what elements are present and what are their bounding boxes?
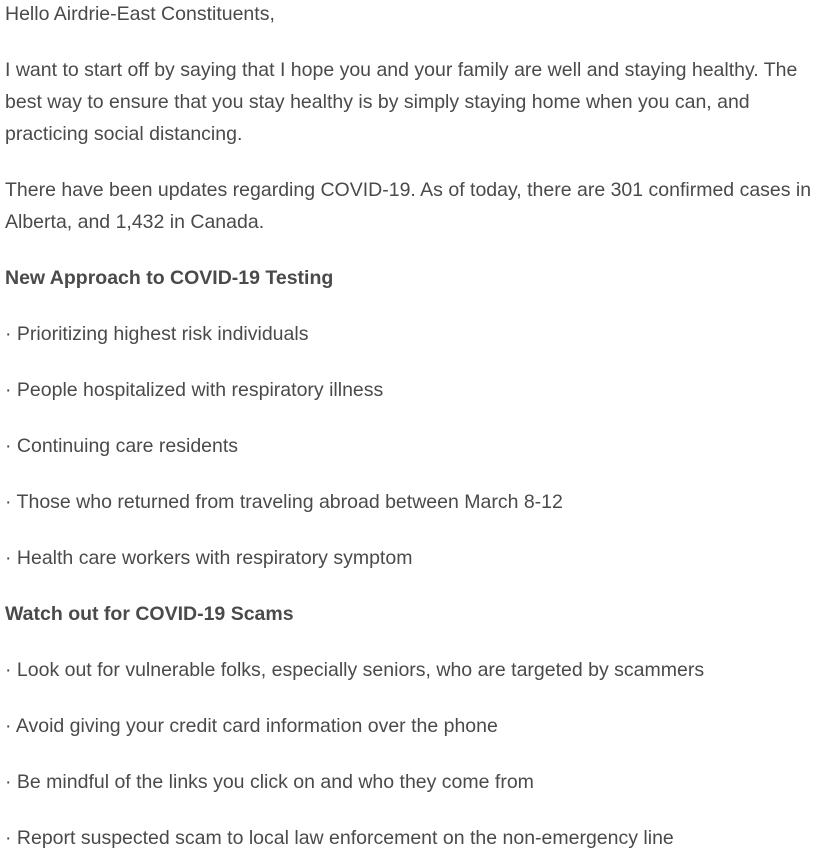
scams-item: · Look out for vulnerable folks, especially seniors, who are targeted by scammers [5, 659, 705, 681]
greeting: Hello Airdrie-East Constituents, [5, 3, 275, 25]
testing-item: · Continuing care residents [5, 435, 239, 457]
testing-item: · Prioritizing highest risk individuals [5, 323, 309, 345]
testing-item: · Those who returned from traveling abroad between March 8-12 [5, 491, 563, 513]
scams-heading: Watch out for COVID-19 Scams [5, 603, 294, 625]
intro-paragraph: I want to start off by saying that I hope you and your family are well and staying healthy. The best way to ensure that you stay healthy is by simply staying home when you can, and practicing social distancing. [5, 59, 798, 145]
update-paragraph: There have been updates regarding COVID-19. As of today, there are 301 confirmed cases in Alberta, and 1,432 in Canada. [5, 179, 812, 233]
testing-item: · Health care workers with respiratory symptom [5, 547, 413, 569]
scams-item: · Be mindful of the links you click on and who they come from [5, 771, 534, 793]
testing-heading: New Approach to COVID-19 Testing [5, 267, 334, 289]
scams-item: · Report suspected scam to local law enforcement on the non-emergency line [5, 827, 674, 849]
scams-item: · Avoid giving your credit card information over the phone [5, 715, 498, 737]
testing-item: · People hospitalized with respiratory illness [5, 379, 384, 401]
